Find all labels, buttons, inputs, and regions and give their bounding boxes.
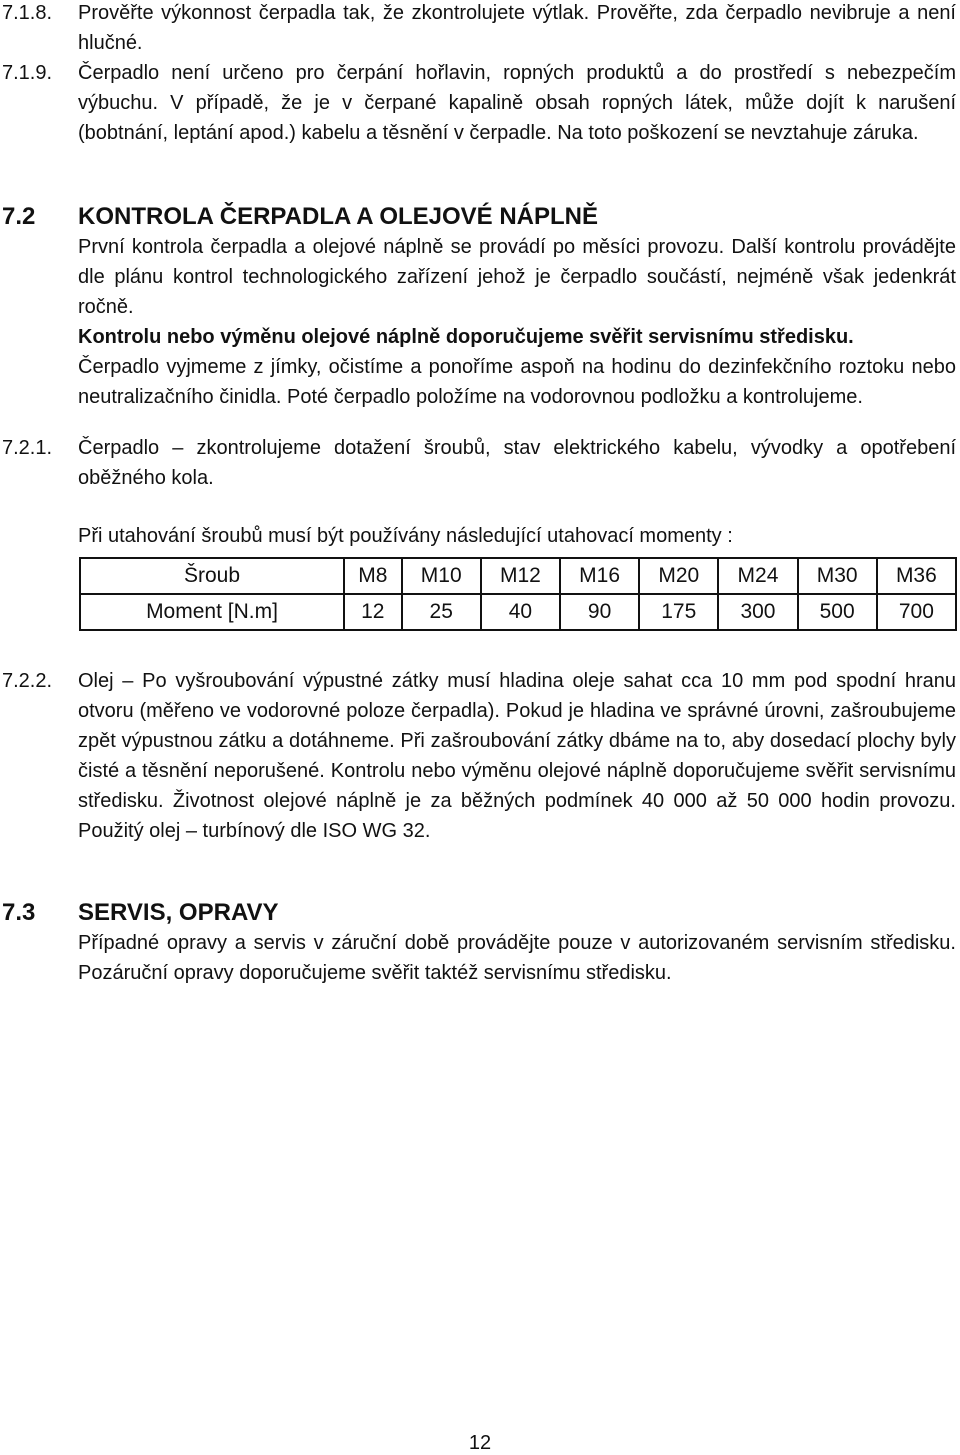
table-cell: M30 [798,558,877,594]
table-row-moment [80,594,956,630]
item-number: 7.1.9. [2,62,53,84]
section-number: 7.3 [2,899,36,926]
item-7-2-1 [2,433,956,493]
table-cell: M20 [639,558,718,594]
table-cell: 40 [481,594,560,630]
section-heading-7-3 [2,898,956,928]
item-number: 7.2.2. [2,670,53,692]
item-text: Prověřte výkonnost čerpadla tak, že zkontrolujete výtlak. Prověřte, zda čerpadlo nevibruje a není hlučné. [78,2,956,54]
table-cell: M12 [481,558,560,594]
torque-table [79,557,957,631]
table-cell: M16 [560,558,639,594]
table-cell: 700 [877,594,956,630]
item-number: 7.1.8. [2,2,53,24]
item-text: Čerpadlo – zkontrolujeme dotažení šroubů, stav elektrického kabelu, vývodky a opotřebení oběžného kola. [78,437,956,489]
table-header-cell: Moment [N.m] [80,594,344,630]
table-cell: 12 [344,594,402,630]
section-title: SERVIS, OPRAVY [78,899,279,926]
item-7-1-8 [2,0,956,58]
table-cell: 90 [560,594,639,630]
table-cell: 175 [639,594,718,630]
item-number: 7.2.1. [2,437,53,459]
item-7-2-2 [2,666,956,846]
table-row-screw [80,558,956,594]
table-header-cell: Šroub [80,558,344,594]
paragraph-bold-recommendation: Kontrolu nebo výměnu olejové náplně doporučujeme svěřit servisnímu středisku. [78,326,854,348]
paragraph-service: Případné opravy a servis v záruční době provádějte pouze v autorizovaném servisním středisku. Pozáruční opravy doporučujeme svěřit taktéž servisnímu středisku. [78,932,956,984]
table-cell: M10 [402,558,481,594]
section-number: 7.2 [2,203,36,230]
table-cell: 25 [402,594,481,630]
item-text: Olej – Po vyšroubování výpustné zátky musí hladina oleje sahat cca 10 mm pod spodní hranu otvoru (měřeno ve vodorovné poloze čerpadla). Pokud je hladina ve správné úrovni, zašroubujeme zpět výpustnou zátku a dotáhneme. Při zašroubování zátky dbáme na to, aby dosedací plochy byly čisté a těsnění neporušené. Kontrolu nebo výměnu olejové náplně doporučujeme svěřit servisnímu středisku. Životnost olejové náplně je za běžných podmínek 40 000 až 50 000 hodin provozu. Použitý olej – turbínový dle ISO WG 32. [78,670,956,842]
table-cell: M24 [718,558,797,594]
paragraph-first-check: První kontrola čerpadla a olejové náplně se provádí po měsíci provozu. Další kontrolu provádějte dle plánu kontrol technologického zařízení jehož je čerpadlo součástí, nejméně však jedenkrát ročně. [78,236,956,318]
item-7-1-9 [2,58,956,148]
torque-intro: Při utahování šroubů musí být používány následující utahovací momenty : [78,525,733,547]
page-number: 12 [468,1432,492,1454]
table-cell: 500 [798,594,877,630]
table-cell: 300 [718,594,797,630]
table-cell: M8 [344,558,402,594]
paragraph-cleaning: Čerpadlo vyjmeme z jímky, očistíme a ponoříme aspoň na hodinu do dezinfekčního roztoku nebo neutralizačního činidla. Poté čerpadlo položíme na vodorovnou podložku a kontrolujeme. [78,356,956,408]
item-text: Čerpadlo není určeno pro čerpání hořlavin, ropných produktů a do prostředí s nebezpečím výbuchu. V případě, že je v čerpané kapalině obsah ropných látek, může dojít k narušení (bobtnání, leptání apod.) kabelu a těsnění v čerpadle. Na toto poškození se nevztahuje záruka. [78,62,956,144]
table-cell: M36 [877,558,956,594]
section-title: KONTROLA ČERPADLA A OLEJOVÉ NÁPLNĚ [78,203,599,230]
section-heading-7-2 [2,202,956,232]
